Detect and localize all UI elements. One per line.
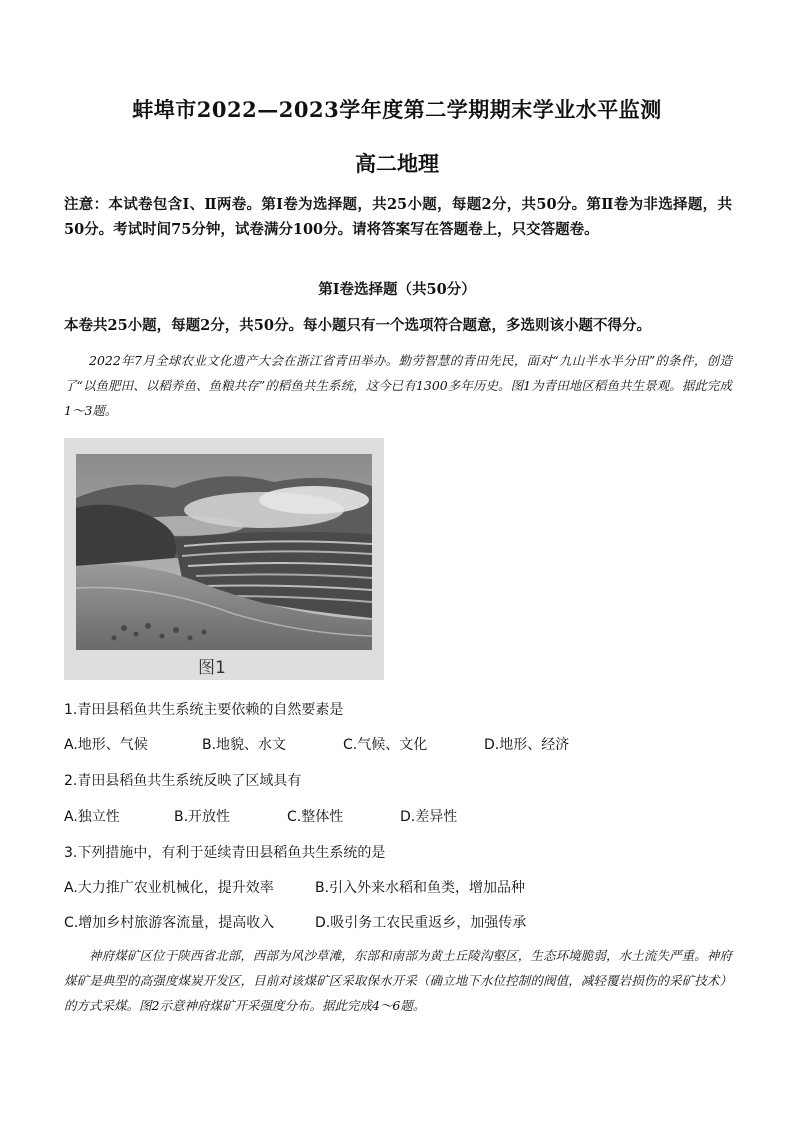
- exam-subject: 高二地理: [355, 151, 439, 176]
- question-2-option-d: D.差异性: [400, 809, 458, 825]
- question-3-option-a: A.大力推广农业机械化，提升效率: [64, 880, 274, 896]
- question-3-option-b: B.引入外来水稻和鱼类，增加品种: [315, 880, 526, 896]
- question-2-option-c: C.整体性: [287, 809, 344, 825]
- passage-2: 神府煤矿区位于陕西省北部，西部为风沙草滩，东部和南部为黄土丘陵沟壑区，生态环境脆弱，水土流失严重。神府煤矿是典型的高强度煤炭开发区，目前对该煤矿区采取保水开采（确立地下水位控制的阀值，减轻覆岩损伤的采矿技术）的方式采煤。图2示意神府煤矿开采强度分布。据此完成4～6题。: [64, 948, 732, 1013]
- exam-notice: 注意：本试卷包含Ⅰ、Ⅱ两卷。第Ⅰ卷为选择题，共25小题，每题2分，共50分。第Ⅱ卷为非选择题，共50分。考试时间75分钟，试卷满分100分。请将答案写在答题卷上，只交答题卷。: [64, 196, 732, 238]
- question-2-option-a: A.独立性: [64, 809, 120, 825]
- passage-1: 2022年7月全球农业文化遗产大会在浙江省青田举办。勤劳智慧的青田先民，面对“九山半水半分田”的条件，创造了“以鱼肥田、以稻养鱼、鱼粮共存”的稻鱼共生系统，这今已有1300多年历史。图1为青田地区稻鱼共生景观。据此完成1～3题。: [64, 353, 732, 418]
- section-heading: 第Ⅰ卷选择题（共50分）: [318, 281, 476, 298]
- exam-title: 蚌埠市2022—2023学年度第二学期期末学业水平监测: [132, 97, 662, 122]
- terrace-photo-image: [64, 438, 384, 680]
- question-1-stem: 1.青田县稻鱼共生系统主要依赖的自然要素是: [64, 702, 344, 718]
- question-1-option-b: B.地貌、水文: [202, 737, 287, 753]
- figure-1-caption: 图1: [198, 658, 226, 678]
- question-2-stem: 2.青田县稻鱼共生系统反映了区域具有: [64, 773, 302, 789]
- figure-1-photo: [64, 438, 384, 680]
- section-instructions: 本卷共25小题，每题2分，共50分。每小题只有一个选项符合题意，多选则该小题不得分。: [64, 317, 651, 334]
- question-1-option-c: C.气候、文化: [343, 737, 428, 753]
- question-2-option-b: B.开放性: [174, 809, 231, 825]
- question-3-option-d: D.吸引务工农民重返乡，加强传承: [315, 915, 527, 931]
- question-1-option-a: A.地形、气候: [64, 737, 148, 753]
- question-3-stem: 3.下列措施中，有利于延续青田县稻鱼共生系统的是: [64, 845, 386, 861]
- question-1-option-d: D.地形、经济: [484, 737, 570, 753]
- question-3-option-c: C.增加乡村旅游客流量，提高收入: [64, 915, 275, 931]
